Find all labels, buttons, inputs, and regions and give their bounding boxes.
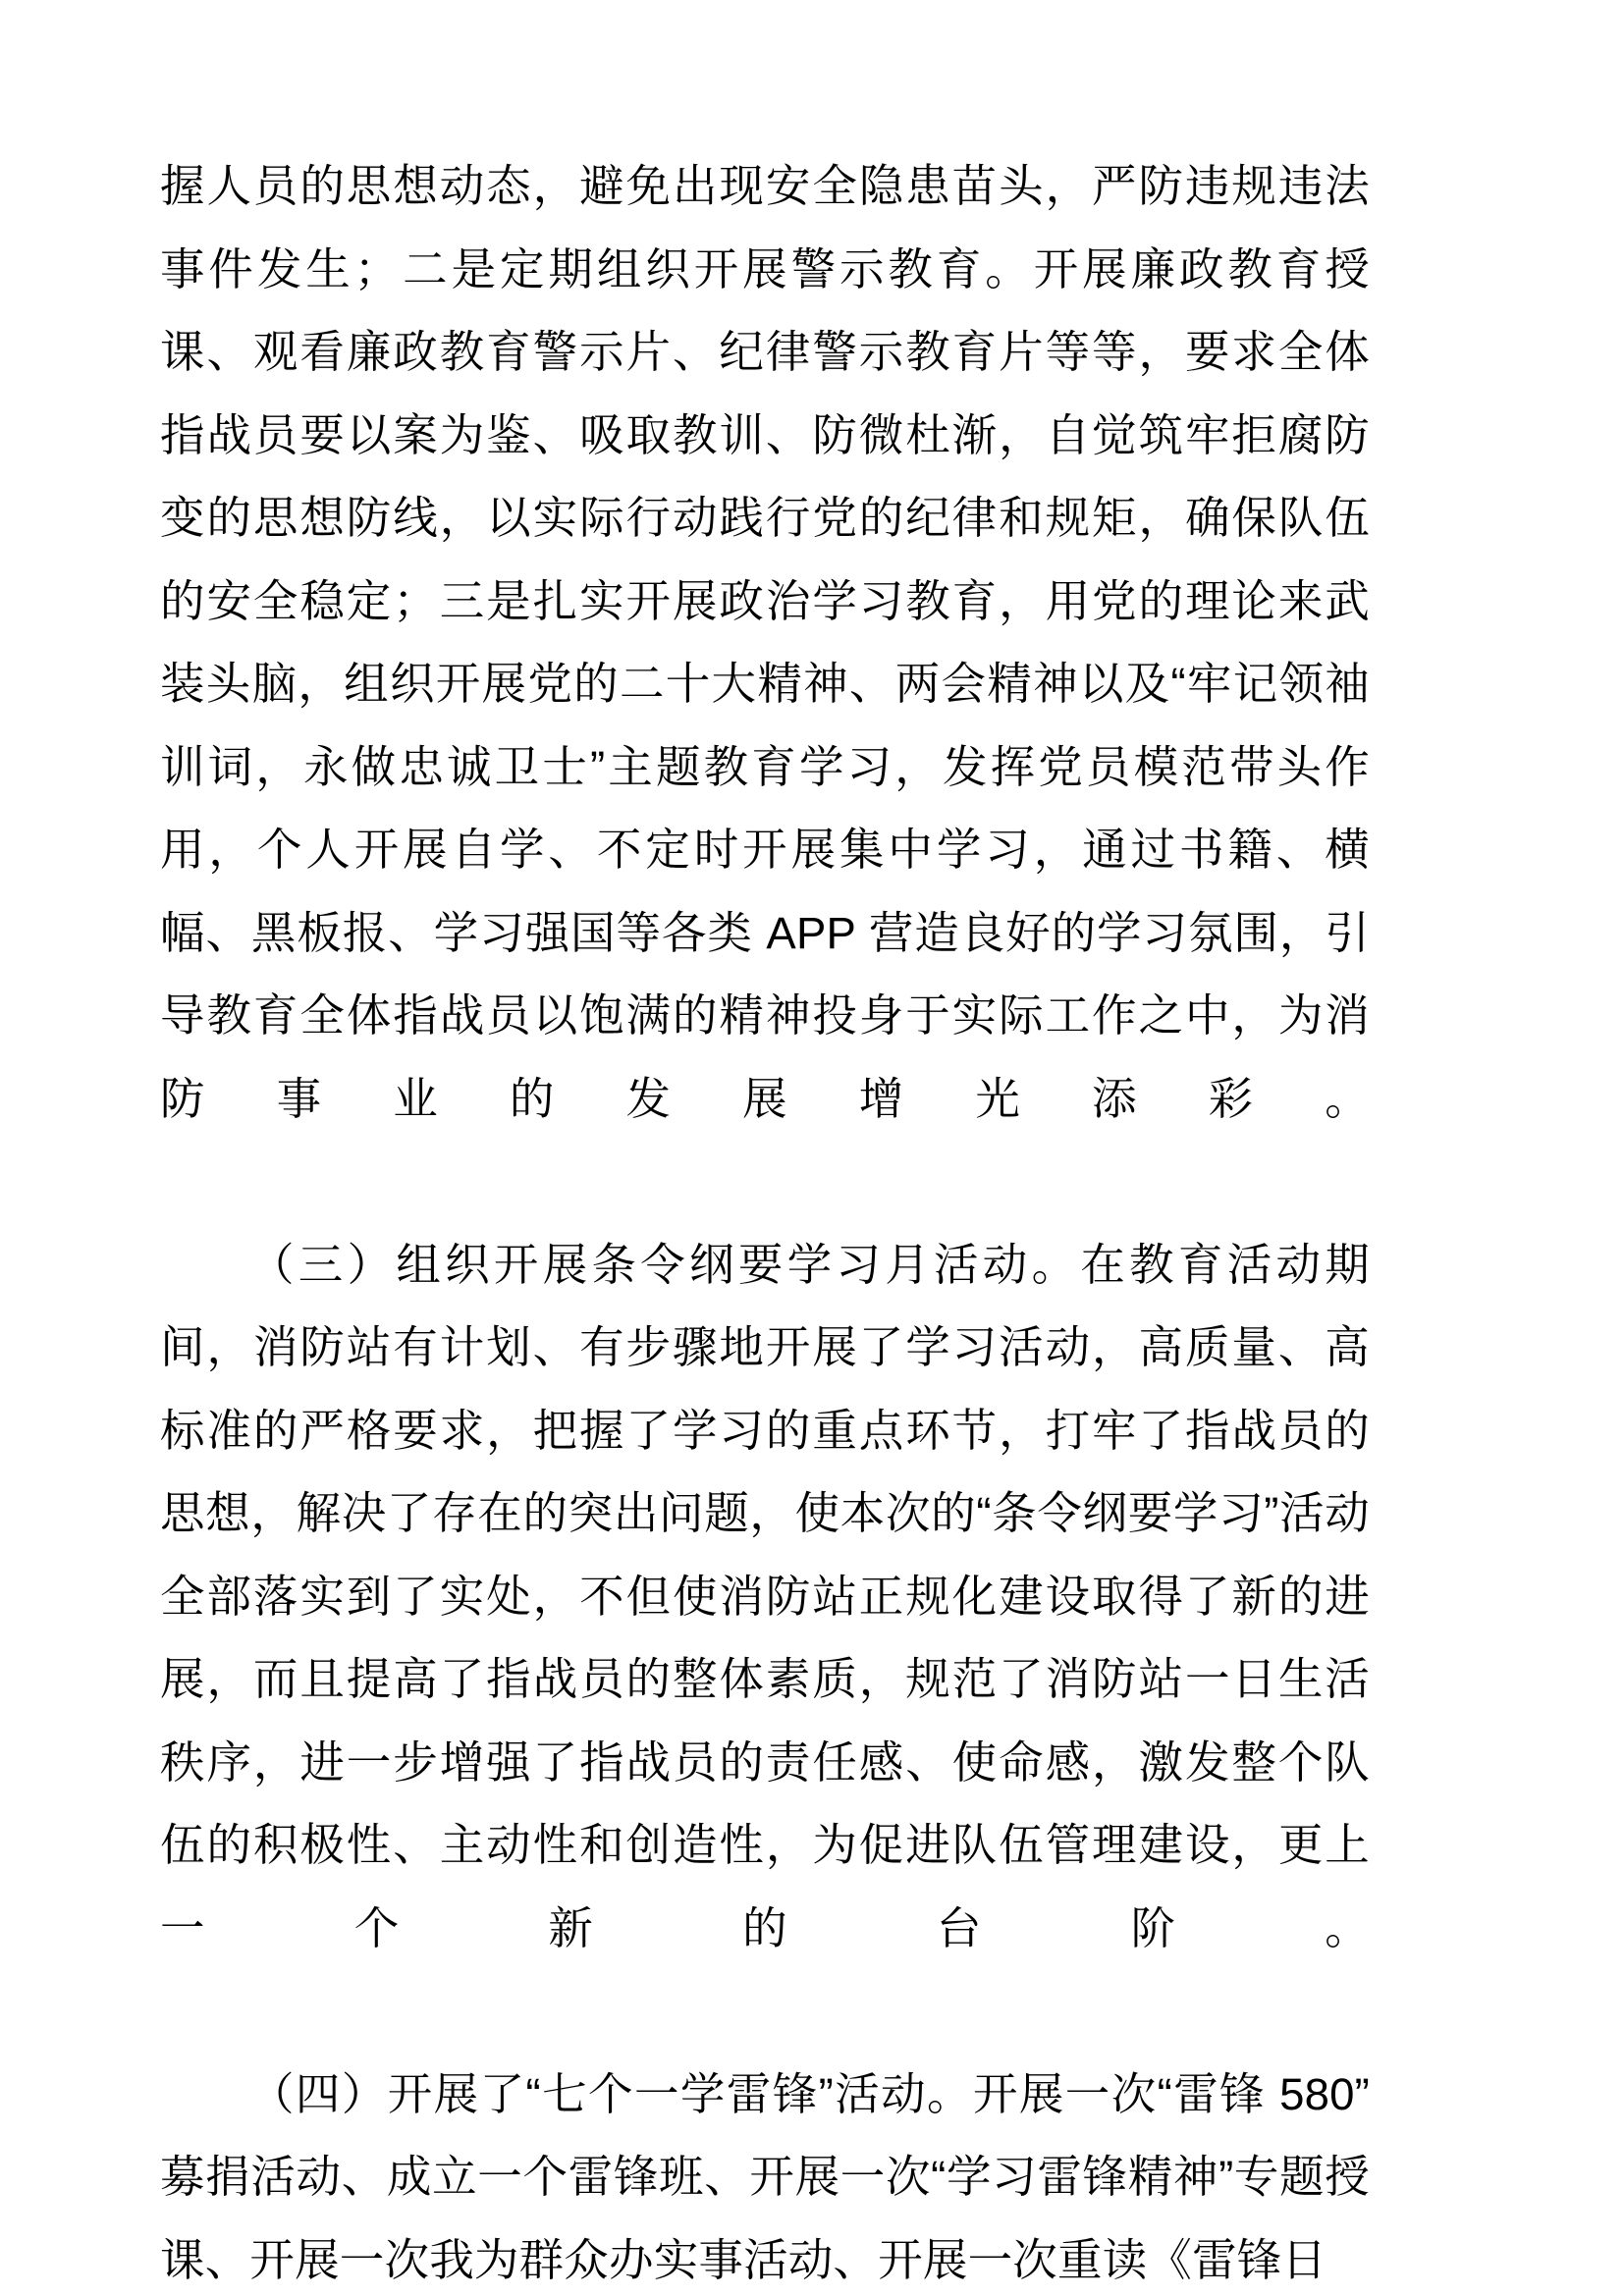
paragraph-continued: 握人员的思想动态，避免出现安全隐患苗头，严防违规违法事件发生；二是定期组织开展警示教育。开展廉政教育授课、观看廉政教育警示片、纪律警示教育片等等，要求全体指战员要以案为鉴、吸取教训、防微杜渐，自觉筑牢拒腐防变的思想防线，以实际行动践行党的纪律和规矩，确保队伍的安全稳定；三是扎实开展政治学习教育，用党的理论来武装头脑，组织开展党的二十大精神、两会精神以及“牢记领袖训词，永做忠诚卫士”主题教育学习，发挥党员模范带头作用，个人开展自学、不定时开展集中学习，通过书籍、横幅、黑板报、学习强国等各类 APP 营造良好的学习氛围，引导教育全体指战员以饱满的精神投身于实际工作之中，为消防事业的发展增光添彩。 <box>160 161 1370 1124</box>
page-text-body <box>160 145 1370 2296</box>
paragraph-section-three: （三）组织开展条令纲要学习月活动。在教育活动期间，消防站有计划、有步骤地开展了学习活动，高质量、高标准的严格要求，把握了学习的重点环节，打牢了指战员的思想，解决了存在的突出问题，使本次的“条令纲要学习”活动全部落实到了实处，不但使消防站正规化建设取得了新的进展，而且提高了指战员的整体素质，规范了消防站一日生活秩序，进一步增强了指战员的责任感、使命感，激发整个队伍的积极性、主动性和创造性，为促进队伍管理建设，更上一个新的台阶。 <box>160 1239 1370 1953</box>
paragraph-section-four: （四）开展了“七个一学雷锋”活动。开展一次“雷锋 580”募捐活动、成立一个雷锋班、开展一次“学习雷锋精神”专题授课、开展一次我为群众办实事活动、开展一次重读《雷锋日 <box>160 2068 1370 2285</box>
